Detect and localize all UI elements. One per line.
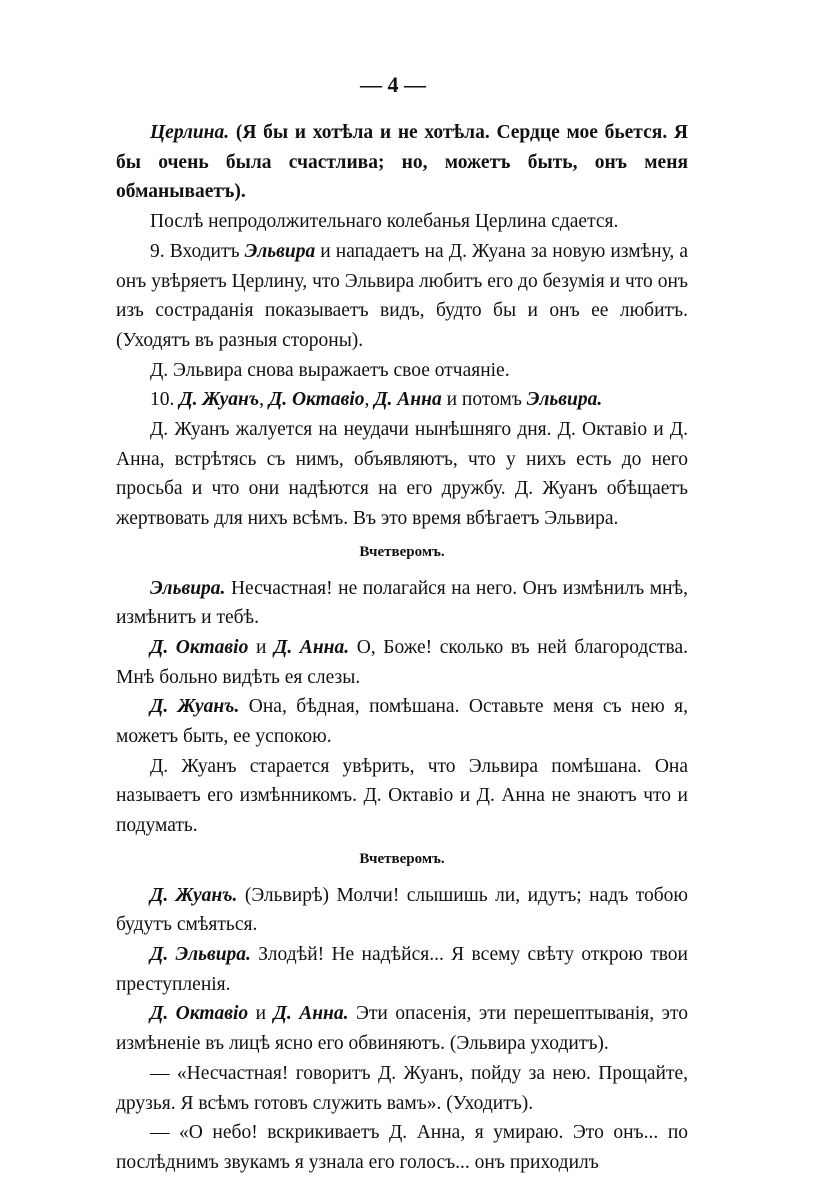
speaker-name: Д. Анна. <box>274 636 350 658</box>
speaker-name: Эльвира. <box>150 577 226 599</box>
separator: , <box>259 389 269 411</box>
paragraph <box>116 692 688 751</box>
speech-text: (Эльвирѣ) Молчи! слышишь ли, идутъ; надъ тобою будутъ смѣяться. <box>116 884 688 936</box>
character-name: Эльвира. <box>526 389 603 411</box>
speech-text: О, Боже! сколько въ ней благородства. Мнѣ больно видѣть ея слезы. <box>116 636 689 688</box>
speech-text: Злодѣй! Не надѣйся... Я всему свѣту открою твои преступленія. <box>116 943 688 995</box>
paragraph <box>116 118 688 207</box>
speech-text: Несчастная! не полагайся на него. Онъ измѣнилъ мнѣ, измѣнитъ и тебѣ. <box>116 577 688 629</box>
speaker-name: Д. Анна. <box>273 1003 349 1025</box>
conjunction: и <box>248 636 274 658</box>
speech-text: Эти опасенія, эти перешептыванія, это измѣненіе въ лицѣ ясно его обвиняютъ. (Эльвира уходитъ). <box>116 1003 688 1055</box>
separator: и потомъ <box>441 389 527 411</box>
character-name: Д. Анна <box>374 389 442 411</box>
character-name: Д. Жуанъ <box>179 389 260 411</box>
paragraph: Д. Жуанъ жалуется на неудачи нынѣшняго дня. Д. Октавіо и Д. Анна, встрѣтясь съ нимъ, объявляютъ, что у нихъ есть до него просьба и что они надѣются на его дружбу. Д. Жуанъ обѣщаетъ жертвовать для нихъ всѣмъ. Въ это время вбѣгаетъ Эльвира. <box>116 419 688 530</box>
body-text <box>116 118 688 1178</box>
section-heading: Вчетверомъ. <box>359 543 445 560</box>
paragraph: — «Несчастная! говоритъ Д. Жуанъ, пойду за нею. Прощайте, друзья. Я всѣмъ готовъ служить вамъ». (Уходитъ). <box>116 1062 688 1114</box>
paragraph <box>116 574 688 633</box>
conjunction: и <box>248 1003 274 1025</box>
speaker-name: Д. Жуанъ. <box>150 696 240 718</box>
section-heading: Вчетверомъ. <box>359 850 445 867</box>
paragraph <box>116 633 688 692</box>
speaker-name: Д. Октавіо <box>150 1003 249 1025</box>
separator: , <box>364 389 375 411</box>
scene-number: 9. Входитъ <box>150 240 245 262</box>
paragraph <box>116 881 688 940</box>
paragraph: Д. Жуанъ старается увѣрить, что Эльвира помѣшана. Она называетъ его измѣнникомъ. Д. Октавіо и Д. Анна не знаютъ что и подумать. <box>116 755 688 837</box>
page-number: — 4 — <box>360 72 426 97</box>
speech-text: (Я бы и хотѣла и не хотѣла. Сердце мое бьется. Я бы очень была счастлива; но, можетъ быть, онъ меня обманываетъ). <box>116 122 688 203</box>
paragraph: Д. Эльвира снова выражаетъ свое отчаяніе. <box>150 359 510 381</box>
paragraph <box>116 999 688 1058</box>
character-name: Эльвира <box>244 240 316 262</box>
paragraph <box>116 237 688 356</box>
speaker-name: Д. Октавіо <box>150 636 249 658</box>
paragraph <box>116 940 688 999</box>
scene-text: и нападаетъ на Д. Жуана за новую измѣну, а онъ увѣряетъ Церлину, что Эльвира любитъ его до безумія и что онъ изъ состраданія показываетъ видъ, будто бы и онъ ее любитъ. (Уходятъ въ разныя стороны). <box>116 240 688 351</box>
scene-cast <box>116 385 688 415</box>
speaker-name: Д. Жуанъ. <box>150 884 238 906</box>
speaker-name: Церлина. <box>150 122 230 143</box>
character-name: Д. Октавіо <box>268 389 365 411</box>
paragraph: Послѣ непродолжительнаго колебанья Церлина сдается. <box>150 211 619 233</box>
paragraph: — «О небо! вскрикиваетъ Д. Анна, я умираю. Это онъ... по послѣднимъ звукамъ я узнала его голосъ... онъ приходилъ <box>116 1122 688 1173</box>
speaker-name: Д. Эльвира. <box>150 943 251 965</box>
speech-text: Она, бѣдная, помѣшана. Оставьте меня съ нею я, можетъ быть, ее успокою. <box>116 696 688 748</box>
scene-number: 10. <box>150 389 180 411</box>
